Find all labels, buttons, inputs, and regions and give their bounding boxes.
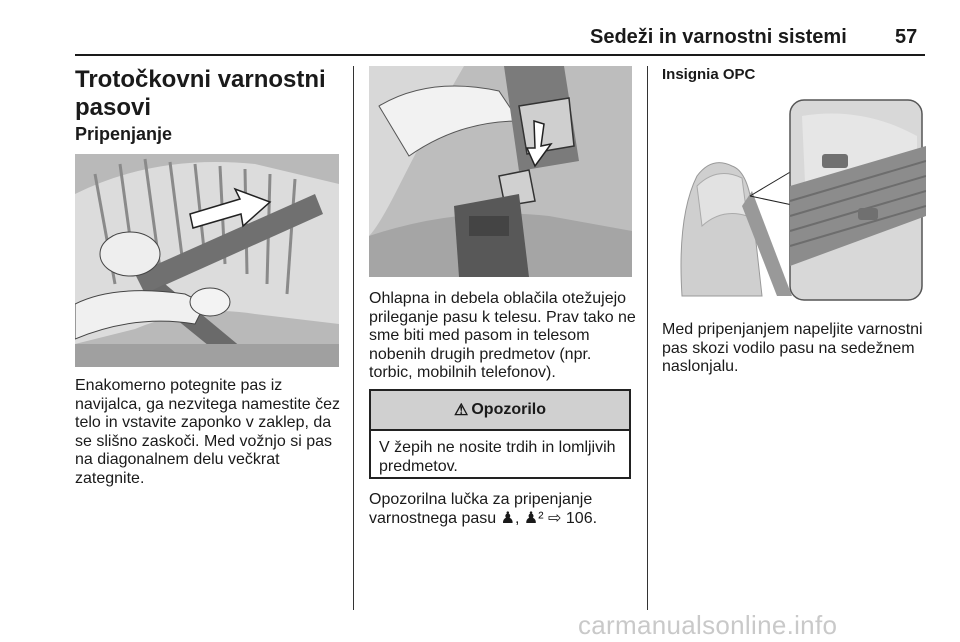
page-reference-arrow-icon[interactable]: ⇨ xyxy=(548,509,562,527)
buckling-illustration xyxy=(75,154,339,367)
text-line: sme biti med pasom in telesom xyxy=(369,327,590,344)
insignia-opc-title: Insignia OPC xyxy=(662,66,756,83)
watermark: carmanualsonline.info xyxy=(578,610,838,640)
page-reference-link[interactable]: 106. xyxy=(565,509,598,527)
page-number: 57 xyxy=(895,26,918,48)
reference-line-2 xyxy=(369,510,639,529)
column-divider-right xyxy=(647,66,648,610)
text-line: Ohlapna in debela oblačila otežujejo xyxy=(369,290,627,307)
right-text xyxy=(662,321,932,377)
caption-line: na diagonalnem delu večkrat xyxy=(75,451,280,468)
warning-box xyxy=(369,389,631,479)
warning-title: Opozorilo xyxy=(471,401,546,418)
caption-line: zategnite. xyxy=(75,469,145,487)
text-line: torbic, mobilnih telefonov). xyxy=(369,364,556,381)
reference-line-1: Opozorilna lučka za pripenjanje xyxy=(369,491,593,508)
warning-line: predmetov. xyxy=(379,457,458,475)
seat-belt-guide-illustration xyxy=(662,96,926,302)
column-divider-left xyxy=(353,66,354,610)
reference-separator: , xyxy=(515,509,520,527)
reference-prefix: varnostnega pasu xyxy=(369,509,497,527)
caption-line: telo in vstavite zaponko v zaklep, da xyxy=(75,414,332,431)
caption-line: Enakomerno potegnite pas iz xyxy=(75,377,283,394)
warning-line: V žepih ne nosite trdih in lomljivih xyxy=(379,439,616,456)
caption-line: se slišno zaskoči. Med vožnjo si pas xyxy=(75,432,332,450)
caption-line: navijalca, ga nezvitega namestite čez xyxy=(75,395,341,413)
text-line: naslonjalu. xyxy=(662,358,739,375)
reference-text xyxy=(369,491,639,528)
header-rule xyxy=(75,54,925,56)
running-header-title: Sedeži in varnostni sistemi xyxy=(590,26,847,48)
warning-body xyxy=(371,431,629,484)
text-line: pas skozi vodilo pasu na sedežnem xyxy=(662,339,915,357)
passenger-seatbelt-reminder-icon: ♟² xyxy=(523,509,544,527)
buckle-tongue-illustration xyxy=(369,66,632,277)
text-line: nobenih drugih predmetov (npr. xyxy=(369,345,592,363)
seatbelt-reminder-icon: ♟ xyxy=(500,509,515,527)
subsection-title: Pripenjanje xyxy=(75,124,173,144)
left-caption xyxy=(75,377,345,488)
warning-header xyxy=(371,391,629,431)
text-line: Med pripenjanjem napeljite varnostni xyxy=(662,321,923,338)
section-title: Trotočkovni varnostni pasovi xyxy=(75,66,326,121)
text-line: prileganje pasu k telesu. Prav tako ne xyxy=(369,308,636,326)
warning-triangle-icon: ⚠ xyxy=(454,402,469,419)
middle-text xyxy=(369,290,639,383)
